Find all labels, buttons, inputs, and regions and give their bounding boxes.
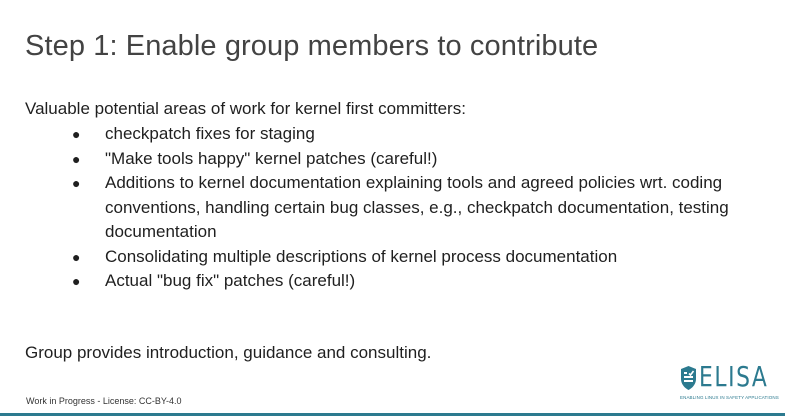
bullet-item <box>72 245 752 270</box>
bullet-dot-icon: ● <box>72 175 81 191</box>
bullet-dot-icon: ● <box>72 150 81 167</box>
bullet-item <box>72 122 752 147</box>
bullet-text: Additions to kernel documentation explaining tools and agreed policies wrt. coding conventions, handling certain bug classes, e.g., checkpatch documentation, testing documentation <box>105 173 729 241</box>
bullet-item <box>72 269 752 294</box>
bullet-text: Actual "bug fix" patches (careful!) <box>105 271 356 290</box>
bullet-dot-icon: ● <box>72 126 81 142</box>
slide-title: Step 1: Enable group members to contribute <box>25 30 599 62</box>
bullet-dot-icon: ● <box>72 273 81 289</box>
bullet-item <box>72 147 752 172</box>
intro-text: Valuable potential areas of work for kernel first committers: <box>25 99 466 118</box>
footer-license: Work in Progress - License: CC-BY-4.0 <box>26 396 182 406</box>
bullet-text: "Make tools happy" kernel patches (careful!) <box>105 148 438 168</box>
bullet-dot-icon: ● <box>72 248 81 265</box>
logo-wordmark: ELISA <box>699 360 769 393</box>
bullet-text: checkpatch fixes for staging <box>105 124 315 143</box>
bullet-list <box>72 122 752 294</box>
shield-check-icon <box>680 365 697 391</box>
bullet-text: Consolidating multiple descriptions of kernel process documentation <box>105 246 618 266</box>
closing-text: Group provides introduction, guidance and consulting. <box>25 343 432 362</box>
logo-tagline: ENABLING LINUX IN SAFETY APPLICATIONS <box>680 395 779 400</box>
elisa-logo <box>680 360 779 402</box>
bullet-item <box>72 171 752 245</box>
